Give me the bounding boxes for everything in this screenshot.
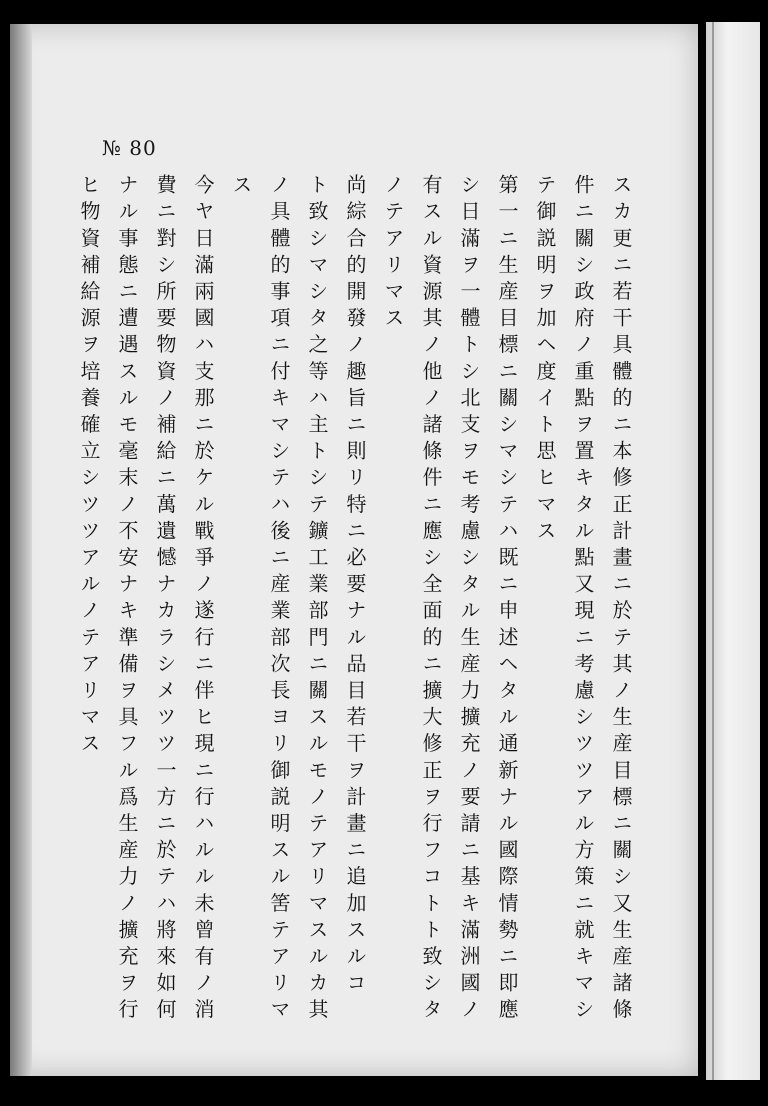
text-column: ナル事態ニ遭遇スルモ毫末ノ不安ナキ準備ヲ具フル爲生産力ノ擴充ヲ行 [115, 174, 139, 1026]
text-column: 有スル資源其ノ他ノ諸條件ニ應シ全面的ニ擴大修正ヲ行フコトト致シタ [419, 174, 443, 1026]
text-column: ノテアリマス [381, 174, 405, 334]
text-column: スカ更ニ若干具體的ニ本修正計畫ニ於テ其ノ生産目標ニ關シ又生産諸條 [609, 174, 633, 1026]
page-gutter [10, 24, 32, 1076]
page-fold-line [712, 22, 714, 1080]
text-column: ト致シマシタ之等ハ主トシテ鑛工業部門ニ關スルモノテアリマスルカ其 [305, 174, 329, 1026]
text-column: ノ具體的事項ニ付キマシテハ後ニ産業部次長ヨリ御説明スル筈テアリマ [267, 174, 291, 1026]
text-column: 第一ニ生産目標ニ關シマシテハ既ニ申述ヘタル通新ナル國際情勢ニ即應 [495, 174, 519, 1026]
text-column: ス [229, 174, 253, 201]
text-column: シ日滿ヲ一體トシ北支ヲモ考慮シタル生産力擴充ノ要請ニ基キ滿洲國ノ [457, 174, 481, 1026]
next-page-edge [706, 22, 760, 1080]
vertical-text-block [72, 174, 638, 1026]
book-page [10, 24, 698, 1076]
text-column: ヒ物資補給源ヲ培養確立シツツアルノテアリマス [77, 174, 101, 760]
text-column: 尚綜合的開發ノ趣旨ニ則リ特ニ必要ナル品目若干ヲ計畫ニ追加スルコ [343, 174, 367, 999]
text-column: テ御説明ヲ加ヘ度イト思ヒマス [533, 174, 557, 547]
text-column: 費ニ對シ所要物資ノ補給ニ萬遺憾ナカラシメツツ一方ニ於テハ將來如何 [153, 174, 177, 1026]
page-number: № 80 [102, 136, 157, 160]
text-column: 今ヤ日滿兩國ハ支那ニ於ケル戰爭ノ遂行ニ伴ヒ現ニ行ハルル未曾有ノ消 [191, 174, 215, 1026]
text-column: 件ニ關シ政府ノ重點ヲ置キタル點又現ニ考慮シツツアル方策ニ就キマシ [571, 174, 595, 1026]
